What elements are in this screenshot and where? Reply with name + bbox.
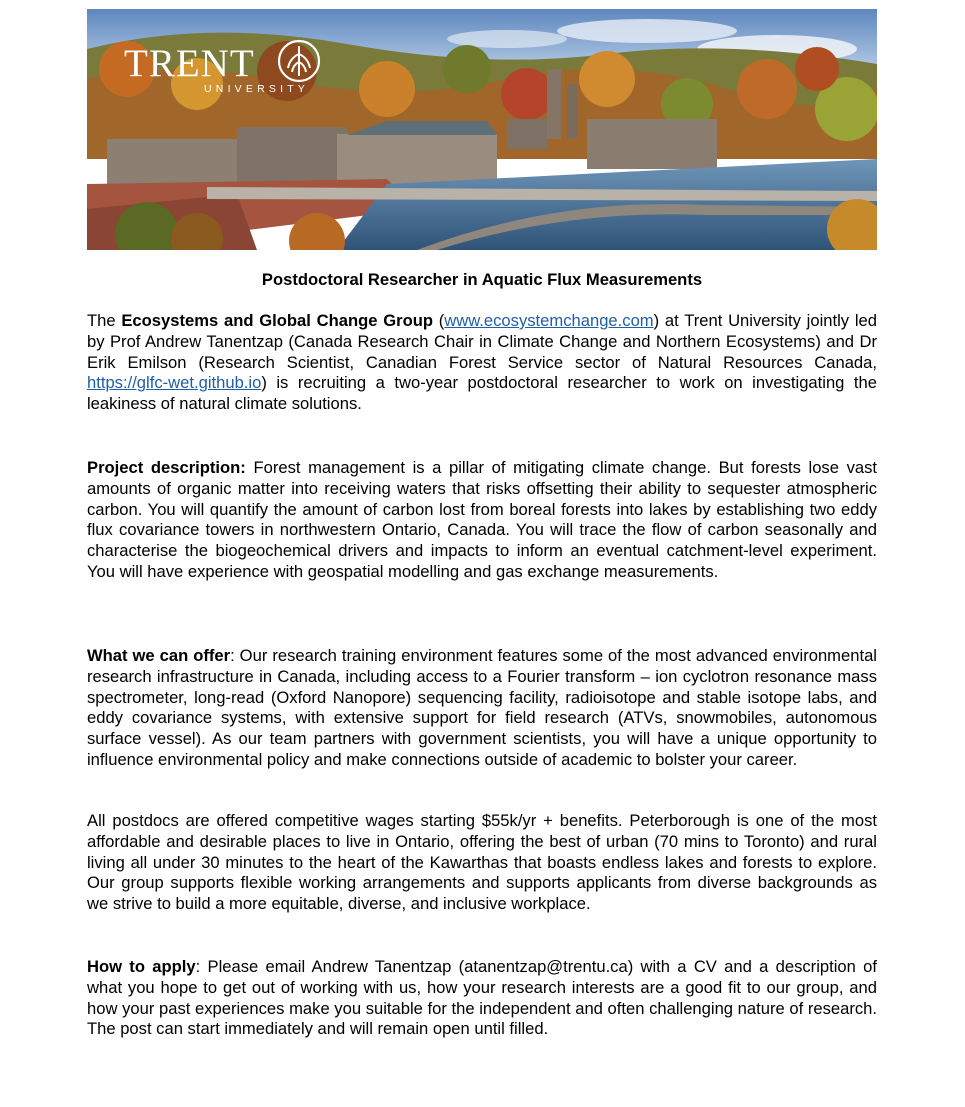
ecosystemchange-link[interactable]: www.ecosystemchange.com — [444, 311, 654, 330]
project-text: Forest management is a pillar of mitigating climate change. But forests lose vast amounts of organic matter into receiving waters that risks offsetting their ability to sequester atmospheric carbon. You will quantify the amount of carbon lost from boreal forests into lakes by establishing two eddy flux covariance towers in northwestern Ontario, Canada. You will trace the flow of carbon seasonally and characterise the biogeochemical drivers and impacts to inform an eventual catchment-level experiment. You will have experience with geospatial modelling and gas exchange measurements. — [87, 458, 878, 581]
intro-paragraph — [87, 311, 877, 415]
offer-paragraph — [87, 646, 877, 771]
intro-text: ( — [432, 311, 445, 330]
offer-heading: What we can offer — [87, 646, 231, 665]
intro-text: The — [87, 311, 122, 330]
apply-text: : Please email Andrew Tanentzap (atanentzap@trentu.ca) with a CV and a description of what you hope to get out of working with us, how your research interests are a good fit to our group, and how your past experiences make you suitable for the independent and often challenging nature of research. The post can start immediately and will remain open until filled. — [87, 957, 878, 1039]
apply-paragraph — [87, 957, 877, 1040]
logo-wordmark: TRENT — [124, 42, 255, 85]
offer-text: : Our research training environment features some of the most advanced environmental research infrastructure in Canada, including access to a Fourier transform – ion cyclotron resonance mass spectrometer, long-read (Oxford Nanopore) sequencing facility, radioisotope and stable isotope labs, and eddy covariance systems, with extensive support for field research (ATVs, snowmobiles, autonomous surface vessel). As our team partners with government scientists, you will have a unique opportunity to influence environmental policy and make connections outside of academic to bolster your career. — [87, 646, 877, 769]
project-description-paragraph — [87, 458, 877, 583]
intro-text: ) at Trent University jointly led by Prof Andrew Tanentzap (Canada Research Chair in Climate Change and Northern Ecosystems) and Dr Erik Emilson (Research Scientist, Canadian Forest Service sector of Natural Resources Canada, — [87, 311, 877, 372]
intro-text: ) is recruiting a two-year postdoctoral researcher to work on investigating the leakiness of natural climate solutions. — [87, 373, 877, 414]
wages-text: All postdocs are offered competitive wages starting $55k/yr + benefits. Peterborough is one of the most affordable and desirable places to live in Ontario, offering the best of urban (70 mins to Toronto) and rural living all under 30 minutes to the heart of the Kawarthas that boasts endless lakes and forests to explore. Our group supports flexible working arrangements and supports applicants from diverse backgrounds as we strive to build a more equitable, diverse, and inclusive workplace. — [87, 811, 877, 914]
glfc-wet-link[interactable]: https://glfc-wet.github.io — [87, 373, 262, 393]
wages-paragraph — [87, 811, 877, 915]
project-heading: Project description: — [87, 458, 246, 477]
trent-university-logo — [124, 38, 324, 100]
logo-subtitle: UNIVERSITY — [204, 83, 310, 95]
page-title: Postdoctoral Researcher in Aquatic Flux Measurements — [261, 270, 703, 289]
apply-heading: How to apply — [87, 957, 196, 976]
group-name: Ecosystems and Global Change Group — [121, 311, 433, 330]
logo-emblem-icon — [276, 38, 322, 84]
